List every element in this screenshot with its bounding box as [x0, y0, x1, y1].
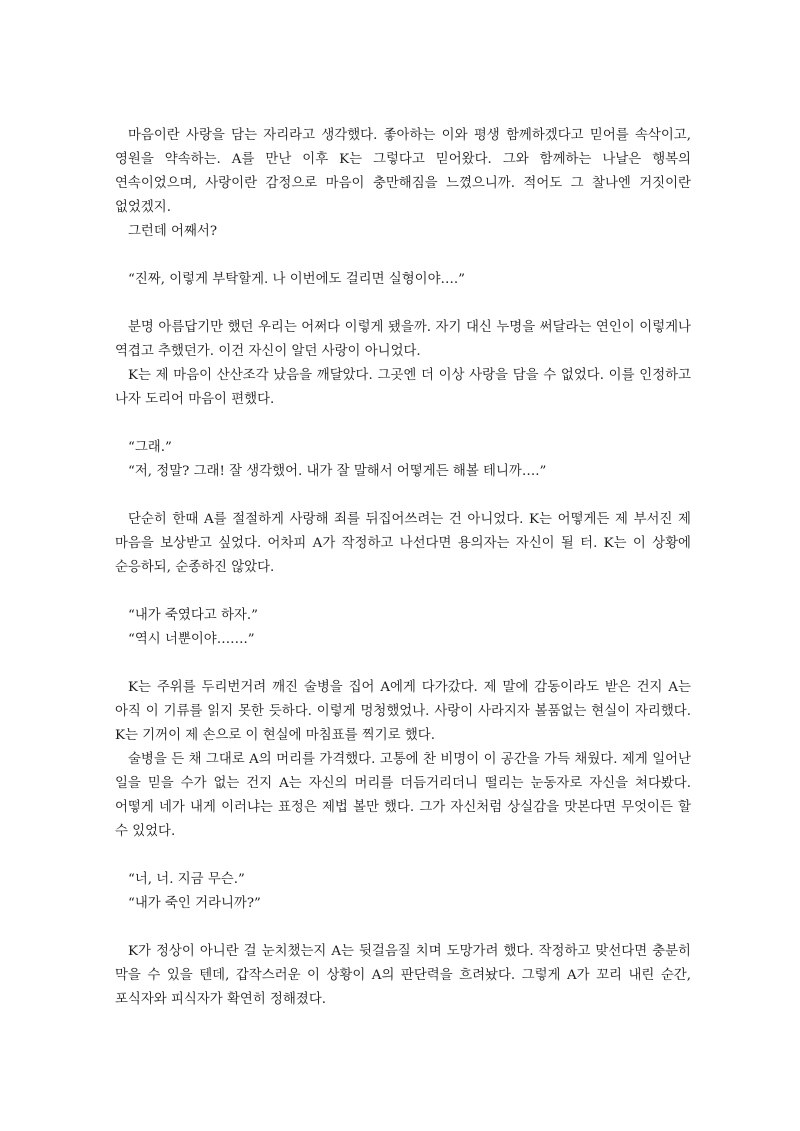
dialogue-3: “저, 정말? 그래! 잘 생각했어. 내가 잘 말해서 어떻게든 해볼 테니까….”: [128, 464, 547, 479]
paragraph-2: 그런데 어째서?: [128, 224, 218, 239]
paragraph-1: 마음이란 사랑을 담는 자리라고 생각했다. 좋아하는 이와 평생 함께하겠다고 믿어를 속삭이고, 영원을 약속하는. A를 만난 이후 K는 그렇다고 믿어왔다. 그와 함께하는 나날은 행복의 연속이었으며, 사랑이란 감정으로 마음이 충만해짐을 느꼈으니까. 적어도 그 찰나엔 거짓이란 없었겠지.: [115, 128, 691, 215]
paragraph-8: K가 정상이 아니란 걸 눈치챘는지 A는 뒷걸음질 치며 도망가려 했다. 작정하고 맞선다면 충분히 막을 수 있을 텐데, 갑작스러운 이 상황이 A의 판단력을 흐려놨다. 그렇게 A가 꼬리 내린 순간, 포식자와 피식자가 확연히 정해졌다.: [115, 944, 691, 1007]
paragraph-6: K는 주위를 두리번거려 깨진 술병을 집어 A에게 다가갔다. 제 말에 감동이라도 받은 건지 A는 아직 이 기류를 읽지 못한 듯하다. 이렇게 멍청했었나. 사랑이 사라지자 볼품없는 현실이 자리했다. K는 기꺼이 제 손으로 이 현실에 마침표를 찍기로 했다.: [115, 680, 691, 743]
story-body: [115, 124, 691, 1012]
paragraph-gap: [115, 844, 691, 868]
dialogue-7: “내가 죽인 거라니까?”: [128, 896, 261, 911]
dialogue-4: “내가 죽였다고 하자.”: [128, 608, 258, 623]
paragraph-gap: [115, 580, 691, 604]
dialogue-1: “진짜, 이렇게 부탁할게. 나 이번에도 걸리면 실형이야….”: [128, 272, 466, 287]
dialogue-6: “너, 너. 지금 무슨.”: [128, 872, 245, 887]
paragraph-4: K는 제 마음이 산산조각 났음을 깨달았다. 그곳엔 더 이상 사랑을 담을 수 없었다. 이를 인정하고 나자 도리어 마음이 편했다.: [115, 368, 691, 407]
paragraph-gap: [115, 292, 691, 316]
paragraph-gap: [115, 244, 691, 268]
paragraph-gap: [115, 412, 691, 436]
paragraph-gap: [115, 652, 691, 676]
dialogue-5: “역시 너뿐이야…….”: [128, 632, 255, 647]
paragraph-5: 단순히 한때 A를 절절하게 사랑해 죄를 뒤집어쓰려는 건 아니었다. K는 어떻게든 제 부서진 제 마음을 보상받고 싶었다. 어차피 A가 작정하고 나선다면 용의자는 자신이 될 터. K는 이 상황에 순응하되, 순종하진 않았다.: [115, 512, 691, 575]
paragraph-7: 술병을 든 채 그대로 A의 머리를 가격했다. 고통에 찬 비명이 이 공간을 가득 채웠다. 제게 일어난 일을 믿을 수가 없는 건지 A는 자신의 머리를 더듬거리더니 떨리는 눈동자로 자신을 쳐다봤다. 어떻게 네가 내게 이러냐는 표정은 제법 볼만 했다. 그가 자신처럼 상실감을 맛본다면 무엇이든 할 수 있었다.: [115, 752, 691, 839]
paragraph-gap: [115, 484, 691, 508]
dialogue-2: “그래.”: [128, 440, 172, 455]
paragraph-3: 분명 아름답기만 했던 우리는 어쩌다 이렇게 됐을까. 자기 대신 누명을 써달라는 연인이 이렇게나 역겹고 추했던가. 이건 자신이 알던 사랑이 아니었다.: [115, 320, 691, 359]
paragraph-gap: [115, 916, 691, 940]
